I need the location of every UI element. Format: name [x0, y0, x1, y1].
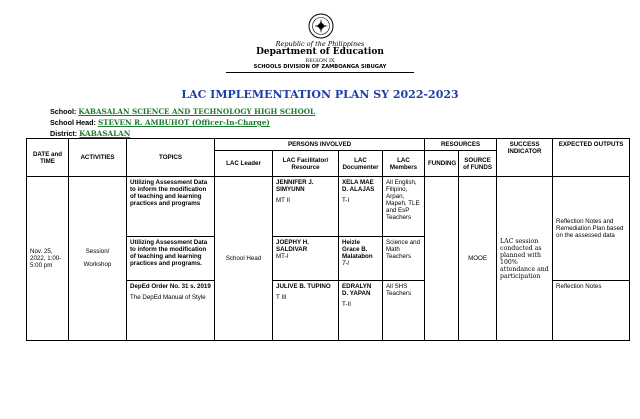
district-label: District: [50, 129, 78, 138]
documenter-position: T-I [342, 260, 349, 267]
facilitator-name: JOEPHY H. SALDIVAR [276, 239, 309, 253]
col-date-time: DATE and TIME [27, 139, 69, 177]
documenter-position: T-I [342, 197, 350, 204]
region-line: REGION IX [305, 58, 335, 64]
members-cell: All SHS Teachers [383, 281, 425, 341]
activity-cell: Session/ Workshop [69, 177, 127, 341]
col-topics: TOPICS [127, 139, 215, 177]
members-cell: All English, Filipino, Arpan, Mapeh, TLE and EsP Teachers [383, 177, 425, 237]
documenter-position: T-II [342, 301, 351, 308]
documenter-cell [339, 281, 383, 341]
deped-seal-logo [308, 13, 334, 39]
school-label: School: [50, 107, 77, 116]
success-cell: LAC session conducted as planned with 100% attendance and participation [497, 177, 553, 341]
facilitator-cell [273, 237, 339, 281]
facilitator-position: MT II [276, 197, 290, 204]
col-funding: FUNDING [425, 151, 459, 177]
facilitator-cell [273, 281, 339, 341]
school-head-label: School Head: [50, 118, 96, 127]
col-lac-leader: LAC Leader [215, 151, 273, 177]
facilitator-name: JENNIFER J. SIMYUNN [276, 179, 314, 193]
header-divider [226, 72, 414, 73]
document-title: LAC IMPLEMENTATION PLAN SY 2022-2023 [181, 88, 459, 101]
school-value: KABASALAN SCIENCE AND TECHNOLOGY HIGH SCHOOL [78, 107, 316, 116]
school-head-value: STEVEN R. AMBUHOT (Officer-In-Charge) [97, 118, 270, 127]
topic-cell: Utilizing Assessment Data to inform the modification of teaching and learning practices and programs [127, 177, 215, 237]
col-success-indicator: SUCCESS INDICATOR [497, 139, 553, 177]
leader-cell: School Head [215, 177, 273, 341]
col-persons-involved: PERSONS INVOLVED [215, 139, 425, 151]
output-cell: Reflection Notes [553, 281, 630, 341]
lac-plan-table [26, 138, 630, 341]
col-source-of-funds: SOURCE of FUNDS [459, 151, 497, 177]
documenter-name: XELA MAE D. ALAJAS [342, 179, 375, 193]
col-activities: ACTIVITIES [69, 139, 127, 177]
col-lac-facilitator: LAC Facilitator/ Resource [273, 151, 339, 177]
table-row [27, 177, 630, 237]
col-lac-members: LAC Members [383, 151, 425, 177]
republic-line: Republic of the Philippines [275, 40, 365, 48]
school-head-info [50, 118, 270, 127]
col-lac-documenter: LAC Documenter [339, 151, 383, 177]
facilitator-cell [273, 177, 339, 237]
documenter-name: Heizle Grace B. Malatabon [342, 239, 373, 260]
topic-cell: Utilizing Assessment Data to inform the modification of teaching and learning practices and programs. [127, 237, 215, 281]
documenter-cell [339, 177, 383, 237]
header-row-1 [27, 139, 630, 151]
members-cell: Science and Math Teachers [383, 237, 425, 281]
topic-cell [127, 281, 215, 341]
source-cell: MOOE [459, 177, 497, 341]
facilitator-name: JULIVE B. TUPINO [276, 283, 331, 290]
school-info [50, 107, 315, 116]
col-expected-outputs: EXPECTED OUTPUTS [553, 139, 630, 177]
output-cell: Reflection Notes and Remediation Plan based on the assessed data [553, 177, 630, 281]
col-resources: RESOURCES [425, 139, 497, 151]
funding-cell [425, 177, 459, 341]
topic-order: DepEd Order No. 31 s. 2019 [130, 283, 211, 290]
facilitator-position: T III [276, 294, 287, 301]
documenter-cell [339, 237, 383, 281]
district-info [50, 129, 130, 138]
topic-manual: The DepEd Manual of Style [130, 294, 206, 301]
division-line: SCHOOLS DIVISION OF ZAMBOANGA SIBUGAY [253, 64, 387, 70]
date-cell: Nov. 25, 2022, 1:00-5:00 pm [27, 177, 69, 341]
department-line: Department of Education [256, 47, 384, 57]
documenter-name: EDRALYN D. YAPAN [342, 283, 372, 297]
district-value: KABASALAN [79, 129, 131, 138]
facilitator-position: MT-I [276, 253, 289, 260]
